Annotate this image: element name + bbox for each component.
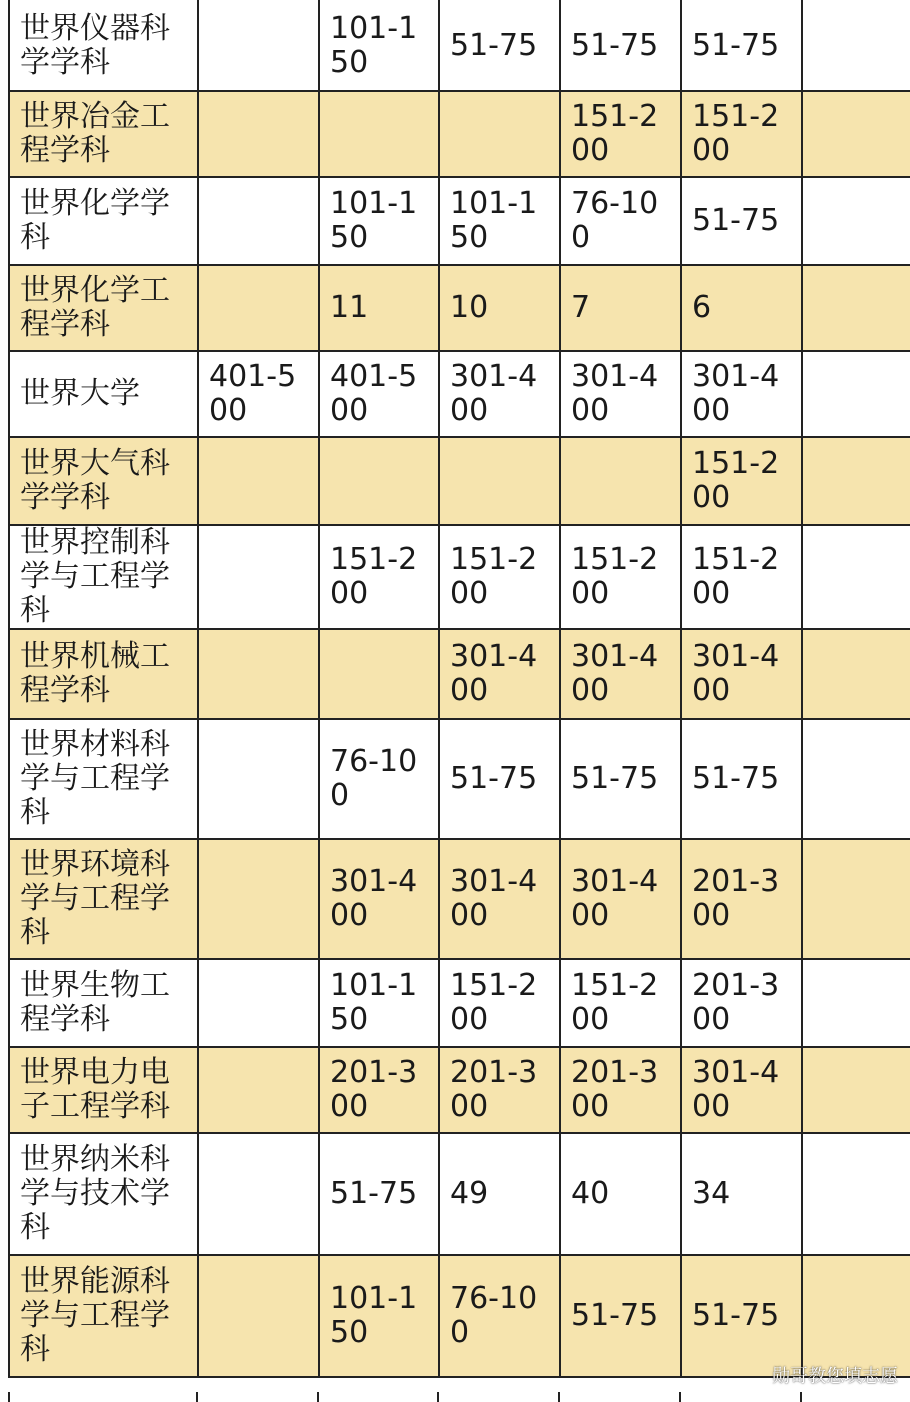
table-row: [9, 1255, 910, 1377]
subject-name-cell: 世界大气科学学科: [9, 437, 198, 525]
rank-cell: 49: [439, 1133, 560, 1255]
table-row: [9, 91, 910, 177]
rank-cell: [439, 91, 560, 177]
rank-cell: 301-400: [439, 839, 560, 959]
rank-cell: 76-100: [319, 719, 439, 839]
rank-cell: [802, 839, 910, 959]
subject-name-cell: 世界仪器科学学科: [9, 1, 198, 91]
rank-cell: 76-100: [560, 177, 681, 265]
rank-cell: 301-400: [560, 839, 681, 959]
subject-name-cell: 世界电力电子工程学科: [9, 1047, 198, 1133]
table-row: [9, 1, 910, 91]
rank-cell: 51-75: [560, 719, 681, 839]
rank-cell: 301-400: [439, 629, 560, 719]
rank-cell: 51-75: [560, 1255, 681, 1377]
subject-name-cell: 世界机械工程学科: [9, 629, 198, 719]
table-row: [9, 719, 910, 839]
rank-cell: 10: [439, 265, 560, 351]
rank-cell: 151-200: [560, 525, 681, 629]
rank-cell: [198, 437, 319, 525]
table-row: [9, 265, 910, 351]
table-row: [9, 437, 910, 525]
rank-cell: 151-200: [681, 525, 802, 629]
rank-cell: [198, 91, 319, 177]
table-body: [9, 1, 910, 1377]
rank-cell: [802, 1255, 910, 1377]
watermark-text: 勋哥教您填志愿: [772, 1366, 898, 1387]
rank-cell: 151-200: [681, 91, 802, 177]
table-row: [9, 629, 910, 719]
rank-cell: 201-300: [319, 1047, 439, 1133]
rank-cell: 301-400: [560, 629, 681, 719]
rank-cell: 151-200: [560, 91, 681, 177]
rank-cell: [802, 437, 910, 525]
table-row: [9, 839, 910, 959]
rank-cell: 7: [560, 265, 681, 351]
rank-cell: 6: [681, 265, 802, 351]
table-row: [9, 525, 910, 629]
rank-cell: [198, 1133, 319, 1255]
rank-cell: 401-500: [198, 351, 319, 437]
rank-cell: 101-150: [439, 177, 560, 265]
rank-cell: [198, 1255, 319, 1377]
table-row: [9, 177, 910, 265]
rank-cell: [319, 91, 439, 177]
rank-cell: [198, 525, 319, 629]
rank-cell: 51-75: [681, 1255, 802, 1377]
rank-cell: 51-75: [681, 177, 802, 265]
rank-cell: [198, 1, 319, 91]
subject-name-cell: 世界冶金工程学科: [9, 91, 198, 177]
rank-cell: 34: [681, 1133, 802, 1255]
subject-name-cell: 世界材料科学与工程学科: [9, 719, 198, 839]
rank-cell: 51-75: [439, 719, 560, 839]
rank-cell: 51-75: [439, 1, 560, 91]
subject-name-cell: 世界环境科学与工程学科: [9, 839, 198, 959]
rank-cell: [439, 437, 560, 525]
rank-cell: 201-300: [439, 1047, 560, 1133]
rank-cell: 201-300: [560, 1047, 681, 1133]
rank-cell: 151-200: [681, 437, 802, 525]
rank-cell: 51-75: [560, 1, 681, 91]
rank-cell: 51-75: [319, 1133, 439, 1255]
rank-cell: [802, 1133, 910, 1255]
subject-name-cell: 世界大学: [9, 351, 198, 437]
rank-cell: 301-400: [681, 1047, 802, 1133]
table-row: [9, 1133, 910, 1255]
rank-cell: 51-75: [681, 1, 802, 91]
rank-cell: [319, 437, 439, 525]
rank-cell: 201-300: [681, 839, 802, 959]
subject-name-cell: 世界化学学科: [9, 177, 198, 265]
rank-cell: [802, 1047, 910, 1133]
rank-cell: [802, 91, 910, 177]
rank-cell: 151-200: [439, 525, 560, 629]
rank-cell: [198, 839, 319, 959]
rank-cell: 301-400: [319, 839, 439, 959]
table-row: [9, 1047, 910, 1133]
rank-cell: 201-300: [681, 959, 802, 1047]
rank-cell: [802, 525, 910, 629]
rank-cell: [560, 437, 681, 525]
rank-cell: [198, 177, 319, 265]
rank-cell: [319, 629, 439, 719]
rank-cell: [802, 351, 910, 437]
rank-cell: 301-400: [681, 351, 802, 437]
rank-cell: [198, 1047, 319, 1133]
subject-name-cell: 世界纳米科学与技术学科: [9, 1133, 198, 1255]
rank-cell: [198, 959, 319, 1047]
ranking-table-container: [8, 0, 910, 1378]
rank-cell: 101-150: [319, 1255, 439, 1377]
rank-cell: 151-200: [319, 525, 439, 629]
table-row: [9, 351, 910, 437]
rank-cell: 401-500: [319, 351, 439, 437]
rank-cell: [802, 629, 910, 719]
rank-cell: [198, 265, 319, 351]
subject-name-cell: 世界控制科学与工程学科: [9, 525, 198, 629]
rank-cell: 301-400: [439, 351, 560, 437]
subject-name-cell: 世界生物工程学科: [9, 959, 198, 1047]
rank-cell: 301-400: [681, 629, 802, 719]
subject-name-cell: 世界能源科学与工程学科: [9, 1255, 198, 1377]
rank-cell: [198, 629, 319, 719]
rank-cell: [802, 959, 910, 1047]
rank-cell: 11: [319, 265, 439, 351]
rank-cell: 101-150: [319, 177, 439, 265]
subject-name-cell: 世界化学工程学科: [9, 265, 198, 351]
rank-cell: 101-150: [319, 959, 439, 1047]
table-row: [9, 959, 910, 1047]
rank-cell: 301-400: [560, 351, 681, 437]
rank-cell: 76-100: [439, 1255, 560, 1377]
rank-cell: 151-200: [560, 959, 681, 1047]
rank-cell: [802, 265, 910, 351]
rank-cell: 40: [560, 1133, 681, 1255]
rank-cell: [198, 719, 319, 839]
ranking-table: [8, 0, 910, 1378]
rank-cell: [802, 177, 910, 265]
rank-cell: [802, 1, 910, 91]
table-continuation: [8, 1392, 910, 1402]
rank-cell: [802, 719, 910, 839]
rank-cell: 101-150: [319, 1, 439, 91]
rank-cell: 151-200: [439, 959, 560, 1047]
rank-cell: 51-75: [681, 719, 802, 839]
